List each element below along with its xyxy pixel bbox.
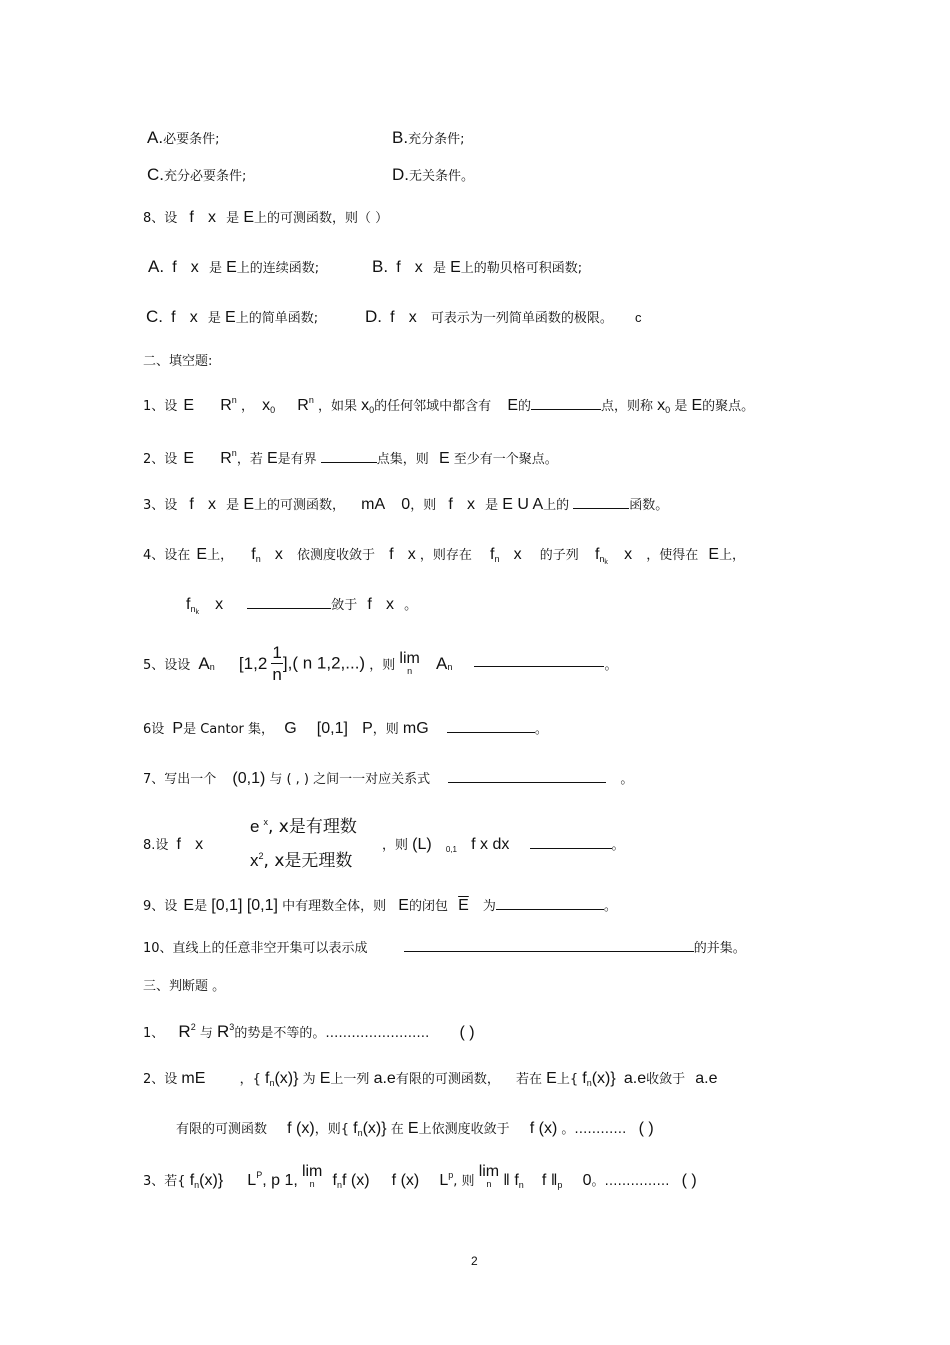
answer-paren[interactable]: ( ) (681, 1172, 697, 1189)
fill-7: 7、写出一个 (0,1) 与 ( , ) 之间一一对应关系式 。 (143, 770, 634, 787)
piecewise-case-rational: e $^x$, x是有理数 (250, 817, 357, 837)
fill-10: 10、直线上的任意非空开集可以表示成 的并集。 (143, 941, 746, 956)
blank[interactable] (531, 397, 601, 410)
blank[interactable] (404, 939, 694, 952)
choice-7d: D.无关条件。 (392, 165, 475, 184)
blank[interactable] (448, 770, 606, 783)
choice-8a: A. f x 是 E上的连续函数; (148, 257, 320, 276)
choice-8c: C. f x 是 E上的简单函数; (146, 307, 319, 326)
answer-paren[interactable]: ( ) (638, 1120, 654, 1137)
choice-7c: C.充分必要条件; (147, 165, 247, 184)
judge-2-line2: 有限的可测函数 f (x)，则{ $f_n(x)$} 在 E上依测度收敛于 f (x) 。………… ( ) (176, 1120, 654, 1138)
fill-4: 4、设在 E上， $f_n$ x 依测度收敛于 f x ，则存在 $f_n$ x 的子列 $f_{nk}$ x ，使得在 E上， (143, 546, 746, 566)
handwritten-answer: c (635, 310, 642, 325)
fill-9: 9、设 E是 [0,1] [0,1] 中有理数全体，则 E的闭包 $\overline{E}$ 为 。 (143, 897, 617, 914)
closure-E-bar: $\overline{E}$ (458, 897, 469, 914)
fill-2: 2、设 E $R^n$，若 E是有界 点集，则 E 至少有一个聚点。 (143, 448, 558, 467)
fill-5: 5、设设 $A_n$ [1,2 $\frac{1}{n}$ ],( n 1,2,...) ，则 lim n $A_n$ 。 (143, 643, 618, 684)
fraction-one-over-n: $\frac{1}{n}$ (272, 643, 282, 684)
fill-3: 3、设 f x 是 E上的可测函数， mA 0，则 f x 是 E U A上的 函数。 (143, 496, 669, 513)
choice-8b: B. f x 是 E上的勒贝格可积函数; (372, 257, 583, 276)
judge-1: 1、 $R^2$ 与 $R^3$的势是不等的。…………………… ( ) (143, 1022, 475, 1041)
section-title-fill: 二、填空题: (143, 354, 213, 369)
fill-8-label: 8.设 f x (143, 836, 204, 853)
choice-7a: A.必要条件; (147, 128, 220, 147)
choice-8d: D. f x 可表示为一列简单函数的极限。 c (365, 307, 642, 326)
judge-2: 2、设 mE ，{ $f_n(x)$} 为 E上一列 a.e有限的可测函数， 若在 E上{ $f_n(x)$} a.e收敛于 a.e (143, 1070, 718, 1088)
fill-1: 1、设 E $R^n$ ， $x_0$ $R^n$ ，如果 $x_0$的任何邻域中都含有 E的 点，则称 $x_0$ 是 E的聚点。 (143, 395, 755, 415)
fill-6: 6设 P是 Cantor 集， G [0,1] P，则 mG 。 (143, 720, 548, 737)
question-8: 8、设 f x 是 E上的可测函数，则（ ） (143, 209, 389, 226)
blank[interactable] (447, 720, 535, 733)
blank[interactable] (321, 450, 377, 463)
judge-3: 3、若{ $f_n(x)$} $L^P$, p 1, lim n $f_nf$ (x) f (x) $L^p$, 则 lim n ‖ $f_n$ f $‖_p$ 0。…………… ( ) (143, 1163, 697, 1190)
blank[interactable] (496, 897, 604, 910)
section-title-judge: 三、判断题 。 (143, 979, 226, 994)
blank[interactable] (474, 654, 604, 667)
blank[interactable] (247, 596, 331, 609)
fill-4-line2: $f_{nk}$ x 敛于 f x 。 (186, 596, 418, 616)
page-number: 2 (471, 1254, 478, 1268)
choice-7b: B.充分条件; (392, 128, 465, 147)
blank[interactable] (530, 836, 612, 849)
piecewise-case-irrational: $x^2$, x是无理数 (250, 851, 353, 871)
fill-8-integral: ，则 (L) $_{0,1}$ f x dx 。 (382, 836, 625, 854)
blank[interactable] (573, 496, 629, 509)
answer-paren[interactable]: ( ) (459, 1024, 475, 1041)
